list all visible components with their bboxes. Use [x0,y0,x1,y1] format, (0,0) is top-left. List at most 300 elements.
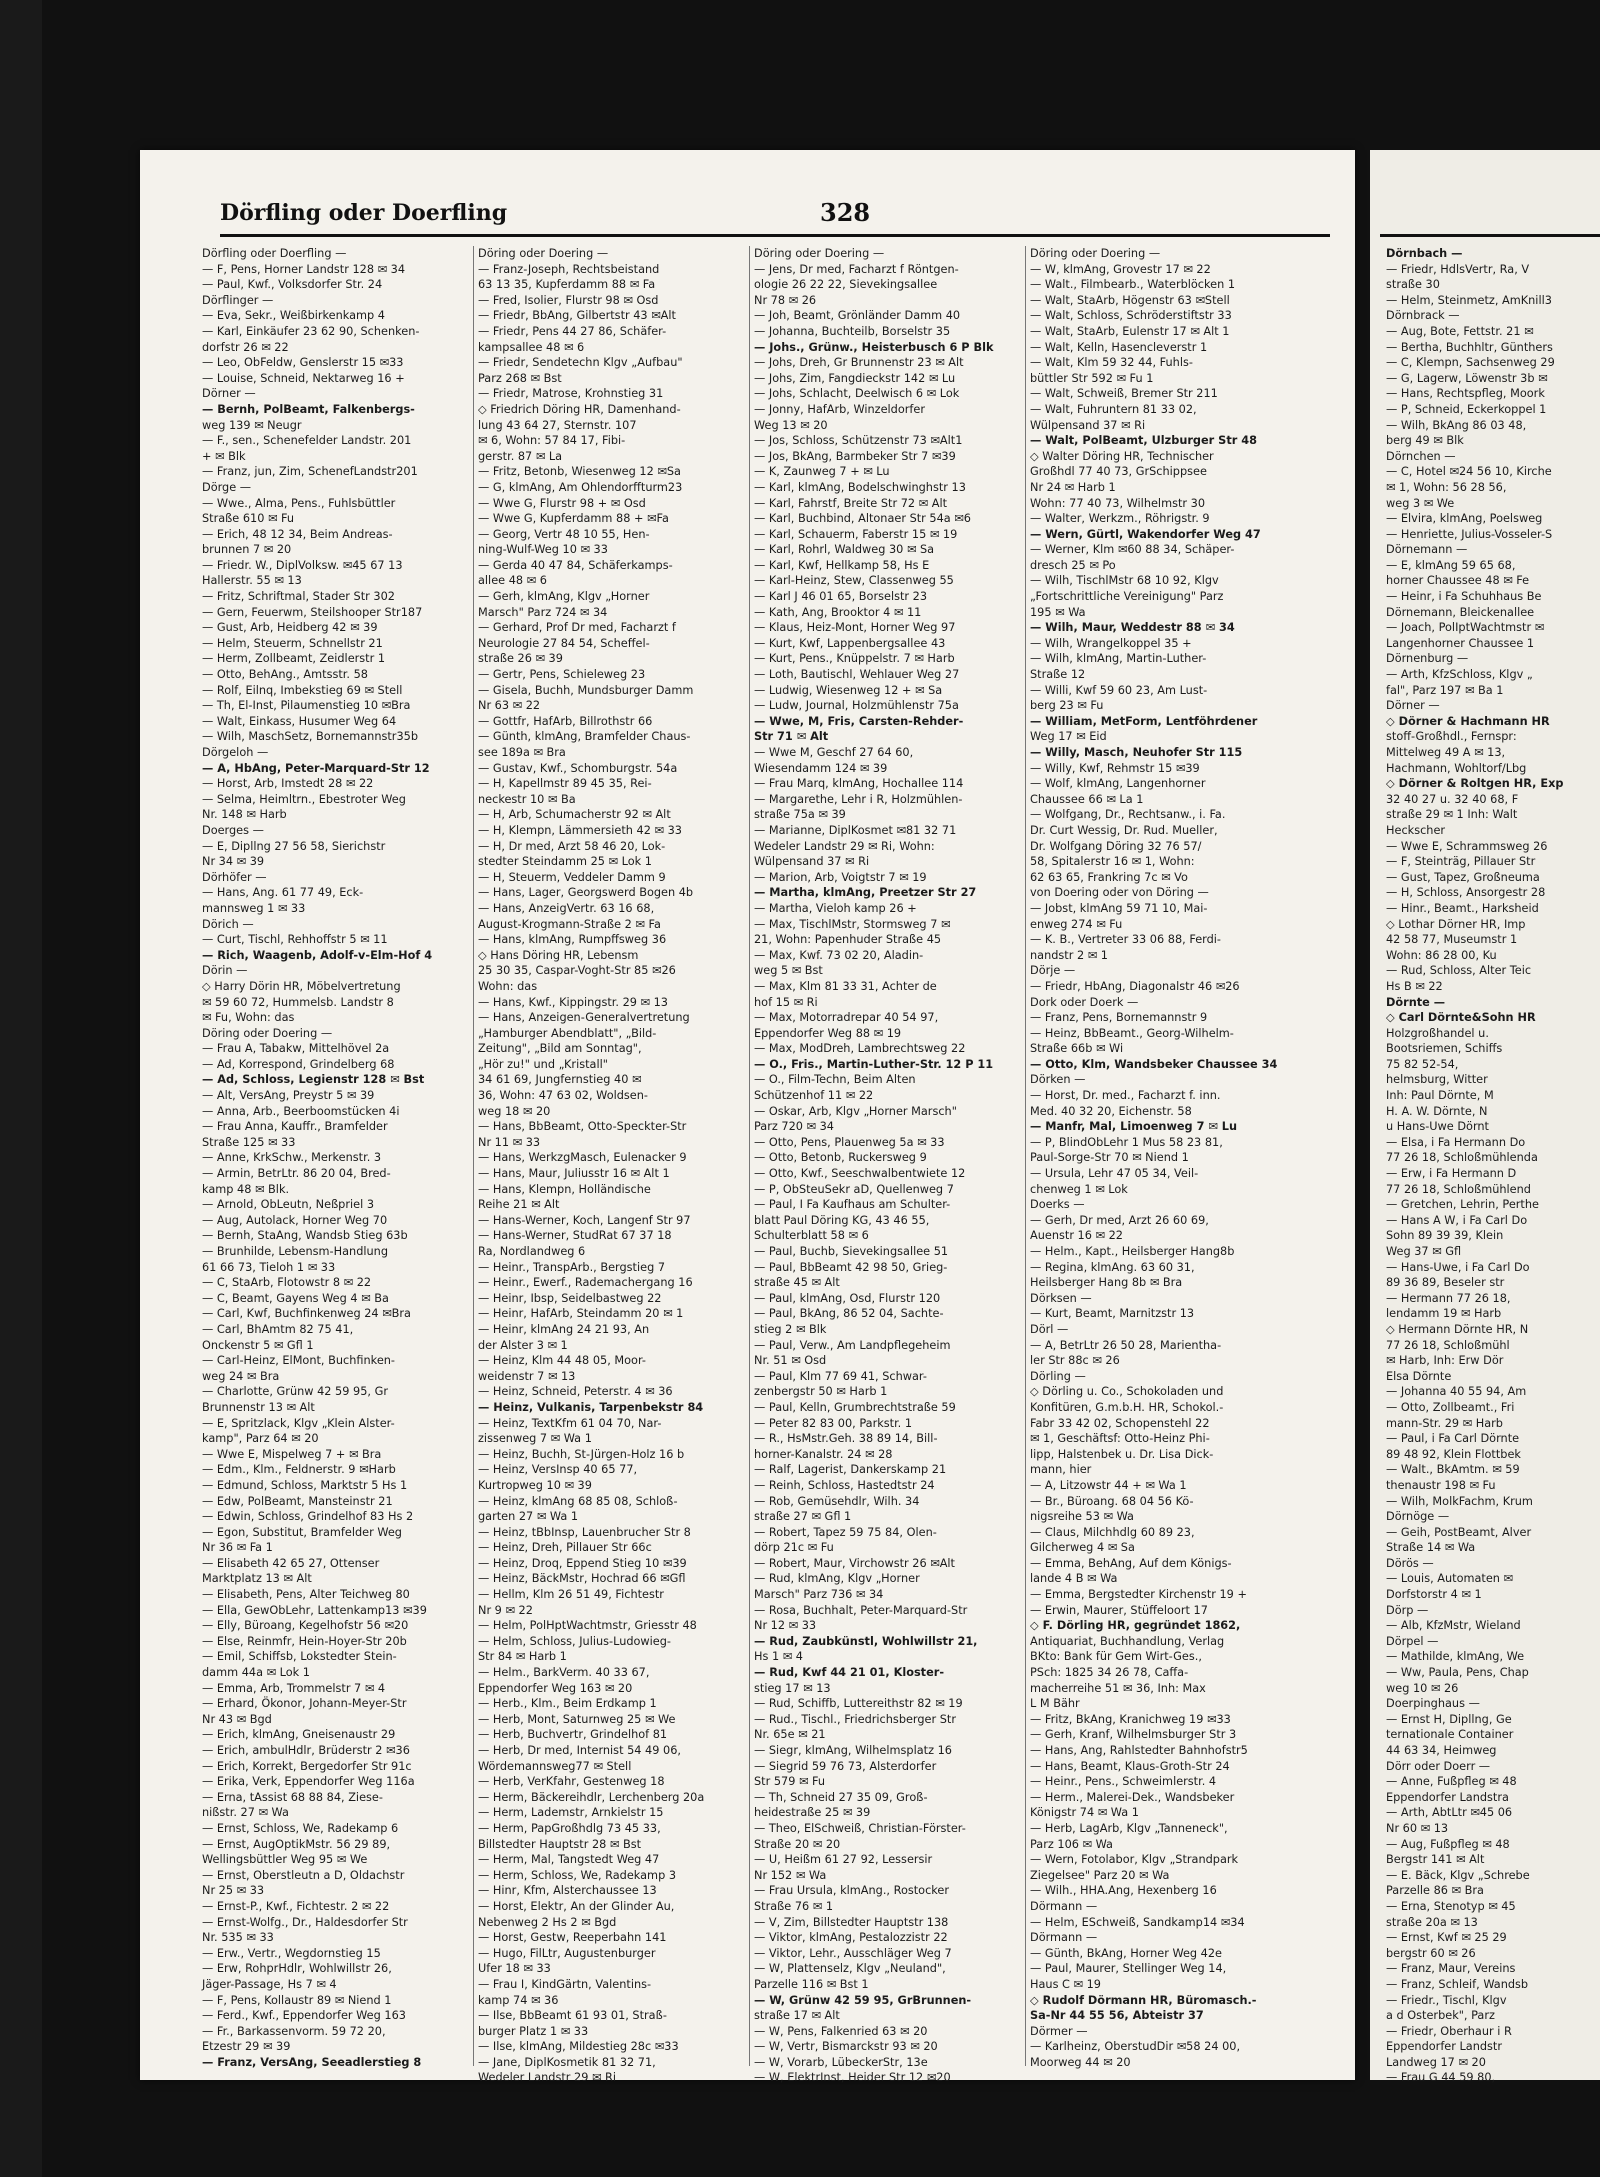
directory-entry-line: — Kurt, Beamt, Marnitzstr 13 [1030,1307,1195,1321]
directory-entry-line: — Walt., BkAmtm. ✉ 59 [1386,1463,1520,1477]
directory-entry-line: — Georg, Vertr 48 10 55, Hen- [478,527,650,541]
directory-entry-line: Hs B ✉ 22 [1386,979,1443,993]
directory-entry-line: — Manfr, Mal, Limoenweg 7 ✉ Lu [1030,1120,1238,1134]
directory-entry-line: — Herm, Mal, Tangstedt Weg 47 [478,1853,660,1867]
directory-entry-line: — Gerda 40 47 84, Schäferkamps- [478,558,673,572]
directory-entry-line: — P, Schneid, Eckerkoppel 1 [1386,402,1547,416]
directory-entry-line: — Jane, DiplKosmetik 81 32 71, [478,2055,656,2069]
directory-entry-line: — Karl, Buchbind, Altonaer Str 54a ✉6 [754,512,971,526]
directory-entry-line: — Rich, Waagenb, Adolf-v-Elm-Hof 4 [202,948,433,962]
directory-entry-line: Nr 36 ✉ Fa 1 [202,1541,273,1555]
directory-entry-line: — Klaus, Heiz-Mont, Horner Weg 97 [754,621,956,635]
directory-entry-line: — Bernh, PolBeamt, Falkenbergs- [202,402,415,416]
directory-entry-line: Nr 34 ✉ 39 [202,855,265,869]
directory-entry-line: — K, Zaunweg 7 + ✉ Lu [754,465,890,479]
directory-entry-line: — Fritz, BkAng, Kranichweg 19 ✉33 [1030,1712,1231,1726]
directory-entry-line: — Wilh, Maur, Weddestr 88 ✉ 34 [1030,621,1235,635]
directory-entry-line: — Anne, Fußpfleg ✉ 48 [1386,1775,1517,1789]
directory-entry-line: Dörich — [202,917,254,931]
directory-entry-line: Dörge — [202,480,252,494]
directory-entry-line: — Ernst, Kwf ✉ 25 29 [1386,1931,1507,1945]
directory-entry-line: Hallerstr. 55 ✉ 13 [202,574,302,588]
directory-entry-line: thenaustr 198 ✉ Fu [1386,1478,1496,1492]
directory-entry-line: Eppendorfer Landstra [1386,1790,1509,1804]
directory-entry-line: — Reinh, Schloss, Hastedtstr 24 [754,1478,935,1492]
directory-entry-line: Dörnchen — [1386,449,1456,463]
directory-entry-line: — E, klmAng 59 65 68, [1386,558,1516,572]
directory-entry-line: weg 24 ✉ Bra [202,1369,280,1383]
directory-entry-line: — Helm., Kapt., Heilsberger Hang8b [1030,1245,1235,1258]
directory-entry-line: — Marion, Arb, Voigtstr 7 ✉ 19 [754,870,927,884]
directory-entry-line: Bootsriemen, Schiffs [1386,1042,1503,1056]
directory-entry-line: Doerges — [202,823,264,837]
directory-entry-line: — Kurt, Pens., Knüppelstr. 7 ✉ Harb [754,652,955,666]
directory-entry-line: — Karl, klmAng, Bodelschwinghstr 13 [754,480,966,494]
directory-entry-line: Billstedter Hauptstr 28 ✉ Bst [478,1837,642,1851]
directory-entry-line: — Wwe E, Mispelweg 7 + ✉ Bra [202,1447,382,1461]
directory-page [140,150,1355,2085]
directory-entry-line: — Erich, klmAng, Gneisenaustr 29 [202,1728,396,1742]
directory-entry-line: — Armin, BetrLtr. 86 20 04, Bred- [202,1167,391,1181]
directory-entry-line: Dörling — [1030,1369,1086,1383]
directory-entry-line: — Otto, Pens, Plauenweg 5a ✉ 33 [754,1135,945,1149]
directory-entry-line: — Jens, Dr med, Facharzt f Röntgen- [754,262,959,276]
directory-entry-line: lande 4 B ✉ Wa [1030,1572,1118,1586]
directory-entry-line: — Carl-Heinz, ElMont, Buchfinken- [202,1354,396,1368]
directory-entry-line: 195 ✉ Wa [1030,605,1086,619]
directory-entry-line: — Erich, 48 12 34, Beim Andreas- [202,527,393,541]
directory-entry-line: — Paul, Buchb, Sievekingsallee 51 [754,1245,949,1258]
directory-entry-line: Moorweg 44 ✉ 20 [1030,2055,1131,2069]
directory-entry-line: Nr 60 ✉ 13 [1386,1821,1449,1835]
directory-entry-line: — Rud, Zaubkünstl, Wohlwillstr 21, [754,1634,978,1648]
directory-entry-line: PSch: 1825 34 26 78, Caffa- [1030,1666,1189,1680]
running-header: Dörfling oder Doerfling [220,200,508,226]
directory-entry-line: — Otto, Kwf., Seeschwalbentwiete 12 [754,1167,966,1181]
directory-entry-line: — Wwe., Alma, Pens., Fuhlsbüttler [202,496,396,510]
directory-entry-line: ◇ Hermann Dörnte HR, N [1386,1322,1529,1336]
directory-entry-line: Dörflinger — [202,293,274,307]
directory-entry-line: — Paul, klmAng, Osd, Flurstr 120 [754,1291,941,1305]
directory-entry-line: — Karl, Einkäufer 23 62 90, Schenken- [202,324,420,338]
directory-entry-line: — Arnold, ObLeutn, Neßpriel 3 [202,1198,375,1212]
directory-entry-line: berg 49 ✉ Blk [1386,434,1464,448]
directory-entry-line: Dörnbach — [1386,247,1463,260]
directory-entry-line: — Paul, i Fa Carl Dörnte [1386,1432,1520,1446]
directory-entry-line: stieg 2 ✉ Blk [754,1322,827,1336]
directory-entry-line: — Elsa, i Fa Hermann Do [1386,1135,1526,1149]
directory-entry-line: — Elly, Büroang, Kegelhofstr 56 ✉20 [202,1619,409,1633]
directory-entry-line: mannsweg 1 ✉ 33 [202,901,306,915]
directory-entry-line: — Erika, Verk, Eppendorfer Weg 116a [202,1775,415,1789]
directory-entry-line: — Hans, Kwf., Kippingstr. 29 ✉ 13 [478,995,668,1009]
directory-entry-line: Langenhorner Chaussee 1 [1386,636,1535,650]
next-page-header-rule [1380,198,1600,237]
directory-entry-line: — F, Pens, Horner Landstr 128 ✉ 34 [202,262,406,276]
directory-entry-line: — E. Bäck, Klgv „Schrebe [1386,1868,1530,1882]
directory-entry-line: — Fritz, Betonb, Wiesenweg 12 ✉Sa [478,465,681,479]
directory-entry-line: — Siegr, klmAng, Wilhelmsplatz 16 [754,1744,952,1757]
directory-entry-line: Straße 76 ✉ 1 [754,1899,834,1913]
directory-entry-line: berg 23 ✉ Fu [1030,699,1104,713]
directory-entry-line: nißstr. 27 ✉ Wa [202,1806,289,1820]
directory-entry-line: Marsch" Parz 736 ✉ 34 [754,1588,884,1602]
directory-entry-line: Nr. 148 ✉ Harb [202,808,287,822]
directory-entry-line: Doerks — [1030,1198,1085,1212]
directory-entry-line: Heckscher [1386,823,1446,837]
directory-entry-line: Eppendorfer Weg 88 ✉ 19 [754,1026,902,1040]
directory-entry-line: — Paul, Kelln, Grumbrechtstraße 59 [754,1400,956,1414]
directory-entry-line: — Ad, Schloss, Legienstr 128 ✉ Bst [202,1073,425,1087]
directory-entry-line: — Friedr, HbAng, Diagonalstr 46 ✉26 [1030,979,1240,993]
directory-entry-line: — Selma, Heimltrn., Ebestroter Weg [202,792,406,806]
directory-entry-line: — E, Dipllng 27 56 58, Sierichstr [202,839,386,853]
directory-entry-line: — Anne, KrkSchw., Merkenstr. 3 [202,1151,382,1165]
directory-entry-line: Dörin — [202,964,248,978]
directory-entry-line: — Arth, AbtLtr ✉45 06 [1386,1806,1513,1820]
directory-entry-line: — Rud, Schloss, Alter Teic [1386,964,1532,978]
directory-entry-line: — W, Grünw 42 59 95, GrBrunnen- [754,1993,972,2007]
directory-entry-line: — Heinz, klmAng 68 85 08, Schloß- [478,1494,678,1508]
directory-entry-line: dorfstr 26 ✉ 22 [202,340,289,354]
directory-entry-line: — Heinz, Buchh, St-Jürgen-Holz 16 b [478,1447,685,1461]
directory-entry-line: — Emil, Schiffsb, Lokstedter Stein- [202,1650,397,1664]
directory-entry-line: — A, Litzowstr 44 + ✉ Wa 1 [1030,1478,1187,1492]
directory-entry-line: straße 26 ✉ 39 [478,652,563,666]
directory-entry-line: — W, Plattenselz, Klgv „Neuland", [754,1962,946,1976]
directory-entry-line: — Frau Anna, Kauffr., Bramfelder [202,1120,388,1134]
directory-entry-line: — Ernst H, Dipllng, Ge [1386,1712,1512,1726]
directory-entry-line: Döring oder Doering — [754,247,885,260]
directory-entry-line: — F, Pens, Kollaustr 89 ✉ Niend 1 [202,1993,392,2007]
directory-entry-line: Dörner — [202,387,256,401]
directory-entry-line: — Franz, VersAng, Seeadlerstieg 8 [202,2055,422,2069]
directory-entry-line: — Otto, Zollbeamt., Fri [1386,1400,1515,1414]
directory-entry-line: stoff-Großhdl., Fernspr: [1386,730,1517,744]
directory-entry-line: — Walt, Schloss, Schröderstiftstr 33 [1030,309,1232,323]
directory-entry-line: — Paul, BbBeamt 42 98 50, Grieg- [754,1260,948,1274]
directory-entry-line: kamp 48 ✉ Blk. [202,1182,290,1196]
directory-entry-line: — Joh, Beamt, Grönländer Damm 40 [754,309,961,323]
directory-entry-line: Döring oder Doering — [202,1026,333,1040]
directory-entry-line: Königstr 74 ✉ Wa 1 [1030,1806,1139,1820]
directory-entry-line: BKto: Bank für Gem Wirt-Ges., [1030,1650,1202,1664]
directory-entry-line: dresch 25 ✉ Po [1030,558,1116,572]
directory-entry-line: Dr. Wolfgang Döring 32 76 57/ [1030,839,1202,853]
directory-entry-line: — Herb., Klm., Beim Erdkamp 1 [478,1697,657,1711]
directory-entry-line: — Johanna 40 55 94, Am [1386,1385,1527,1399]
directory-entry-line: — Herm, Lademstr, Arnkielstr 15 [478,1806,664,1820]
directory-entry-line: 36, Wohn: 47 63 02, Woldsen- [478,1089,648,1103]
directory-entry-line: — Wern, Gürtl, Wakendorfer Weg 47 [1030,527,1261,541]
directory-entry-line: — Herm, Zollbeamt, Zeidlerstr 1 [202,652,386,666]
directory-entry-line: 77 26 18, Schloßmühlend [1386,1182,1531,1196]
column-1 [202,246,470,2069]
directory-entry-line: — Wolfgang, Dr., Rechtsanw., i. Fa. [1030,808,1226,822]
directory-entry-line: — Heinz, Schneid, Peterstr. 4 ✉ 36 [478,1385,673,1399]
directory-entry-line: Dörner — [1386,699,1440,713]
directory-entry-line: — Ludw, Journal, Holzmühlenstr 75a [754,699,959,713]
directory-entry-line: — Erwin, Maurer, Stüffeloort 17 [1030,1603,1208,1617]
directory-entry-line: — Gerh, klmAng, Klgv „Horner [478,590,650,604]
directory-entry-line: Str 579 ✉ Fu [754,1775,826,1789]
directory-entry-line: — W, klmAng, Grovestr 17 ✉ 22 [1030,262,1211,276]
directory-entry-line: — Heinz, tBbInsp, Lauenbrucher Str 8 [478,1525,691,1539]
directory-entry-line: — Hinr, Kfm, Alsterchaussee 13 [478,1884,657,1898]
directory-entry-line: weidenstr 7 ✉ 13 [478,1369,576,1383]
directory-entry-line: — Herb, LagArb, Klgv „Tanneneck", [1030,1821,1228,1835]
directory-entry-line: der Alster 3 ✉ 1 [478,1338,568,1352]
directory-entry-line: Nr 12 ✉ 33 [754,1619,817,1633]
directory-entry-line: „Hamburger Abendblatt", „Bild- [478,1026,657,1040]
directory-entry-line: ologie 26 22 22, Sievekingsallee [754,278,938,292]
directory-entry-line: — Johs, Zim, Fangdieckstr 142 ✉ Lu [754,371,956,385]
directory-entry-line: — Helm, Steuerm, Schnellstr 21 [202,636,383,650]
directory-entry-line: — Willy, Masch, Neuhofer Str 115 [1030,746,1243,759]
directory-entry-line: 44 63 34, Heimweg [1386,1744,1497,1757]
directory-entry-line: — Wilh, klmAng, Martin-Luther- [1030,652,1207,666]
directory-entry-line: Wördemannsweg77 ✉ Stell [478,1759,632,1773]
directory-entry-line: — Walter, Werkzm., Röhrigstr. 9 [1030,512,1210,526]
directory-entry-line: — Otto, BehAng., Amtsstr. 58 [202,668,368,682]
directory-entry-line: — Frau I, KindGärtn, Valentins- [478,1977,652,1991]
directory-entry-line: — C, Klempn, Sachsenweg 29 [1386,356,1555,370]
directory-entry-line: Nr 152 ✉ Wa [754,1868,827,1882]
directory-entry-line: — Max, TischlMstr, Stormsweg 7 ✉ [754,917,951,931]
directory-entry-line: — Wwe G, Flurstr 98 + ✉ Osd [478,496,646,510]
directory-entry-line: — Louise, Schneid, Nektarweg 16 + [202,371,405,385]
directory-entry-line: — Helm, PolHptWachtmstr, Griesstr 48 [478,1619,697,1633]
directory-entry-line: — C, Beamt, Gayens Weg 4 ✉ Ba [202,1291,389,1305]
directory-entry-line: — Otto, Betonb, Ruckersweg 9 [754,1151,927,1165]
directory-entry-line: — Willi, Kwf 59 60 23, Am Lust- [1030,683,1208,697]
directory-entry-line: — Heinz, Klm 44 48 05, Moor- [478,1354,646,1368]
directory-entry-line: — Wilh, MaschSetz, Bornemannstr35b [202,730,418,744]
directory-entry-line: — Hans A W, i Fa Carl Do [1386,1213,1528,1227]
directory-entry-line: — Carl, Kwf, Buchfinkenweg 24 ✉Bra [202,1307,411,1321]
directory-entry-line: — O., Film-Techn, Beim Alten [754,1073,916,1087]
directory-entry-line: kamp", Parz 64 ✉ 20 [202,1432,319,1446]
directory-entry-line: — Rob, Gemüsehdlr, Wilh. 34 [754,1494,920,1508]
directory-entry-line: — Regina, klmAng. 63 60 31, [1030,1260,1195,1274]
directory-entry-line: — Ernst-P., Kwf., Fichtestr. 2 ✉ 22 [202,1899,390,1913]
directory-entry-line: Med. 40 32 20, Eichenstr. 58 [1030,1104,1192,1118]
directory-entry-line: 77 26 18, Schloßmühl [1386,1338,1510,1352]
directory-entry-line: — Friedr, HdlsVertr, Ra, V [1386,262,1530,276]
directory-entry-line: — Heinr, klmAng 24 21 93, An [478,1322,650,1336]
directory-entry-line: — Martha, Vieloh kamp 26 + [754,901,917,915]
directory-entry-line: macherreihe 51 ✉ 36, Inh: Max [1030,1681,1206,1695]
directory-entry-line: Dörp — [1386,1603,1429,1617]
directory-entry-line: — Gretchen, Lehrin, Perthe [1386,1198,1539,1212]
directory-entry-line: straße 17 ✉ Alt [754,2009,840,2023]
directory-entry-line: — Walt, Kelln, Hasencleverstr 1 [1030,340,1208,354]
directory-entry-line: — Edw, PolBeamt, Mansteinstr 21 [202,1494,393,1508]
directory-entry-line: — Willy, Kwf, Rehmstr 15 ✉39 [1030,761,1200,775]
directory-entry-line: — P, BlindObLehr 1 Mus 58 23 81, [1030,1135,1223,1149]
directory-entry-line: straße 45 ✉ Alt [754,1276,840,1290]
directory-entry-line: — Jobst, klmAng 59 71 10, Mai- [1030,901,1208,915]
directory-entry-line: 89 48 92, Klein Flottbek [1386,1447,1521,1461]
directory-entry-line: — Hans, AnzeigVertr. 63 16 68, [478,901,655,915]
directory-entry-line: — Geih, PostBeamt, Alver [1386,1525,1532,1539]
directory-entry-line: — Viktor, Lehr., Ausschläger Weg 7 [754,1946,952,1960]
directory-entry-line: see 189a ✉ Bra [478,746,566,759]
directory-entry-line: — Wilh, MolkFachm, Krum [1386,1494,1533,1508]
directory-entry-line: Nr. 535 ✉ 33 [202,1931,274,1945]
directory-entry-line: — Herb, VerKfahr, Gestenweg 18 [478,1775,665,1789]
directory-entry-line: Parzelle 86 ✉ Bra [1386,1884,1484,1898]
directory-entry-line: Nr 11 ✉ 33 [478,1135,541,1149]
directory-entry-line: — Karl J 46 01 65, Borselstr 23 [754,590,928,604]
directory-entry-line: lipp, Halstenbek u. Dr. Lisa Dick- [1030,1447,1214,1461]
directory-entry-line: — U, Heißm 61 27 92, Lessersir [754,1853,933,1867]
directory-entry-line: — Karlheinz, OberstudDir ✉58 24 00, [1030,2040,1241,2054]
directory-entry-line: — H, Schloss, Ansorgestr 28 [1386,886,1546,900]
directory-entry-line: — Th, El-Inst, Pilaumenstieg 10 ✉Bra [202,699,411,713]
directory-entry-line: brunnen 7 ✉ 20 [202,543,292,557]
page-header [220,198,1330,237]
directory-entry-line: — Karl, Schauerm, Faberstr 15 ✉ 19 [754,527,958,541]
directory-entry-line: ✉ 59 60 72, Hummelsb. Landstr 8 [202,995,394,1009]
directory-entry-line: Dörös — [1386,1556,1434,1570]
directory-entry-line: — Paul, Kwf., Volksdorfer Str. 24 [202,278,383,292]
directory-entry-line: — V, Zim, Billstedter Hauptstr 138 [754,1915,949,1929]
directory-entry-line: — Erna, tAssist 68 88 84, Ziese- [202,1790,383,1804]
directory-entry-line: — Paul, BkAng, 86 52 04, Sachte- [754,1307,944,1321]
directory-entry-line: ◇ Dörling u. Co., Schokoladen und [1030,1385,1224,1399]
directory-entry-line: ning-Wulf-Weg 10 ✉ 33 [478,543,608,557]
column-divider [1025,246,1026,2066]
directory-entry-line: — Johs, Dreh, Gr Brunnenstr 23 ✉ Alt [754,356,964,370]
directory-entry-line: — Walt., Filmbearb., Waterblöcken 1 [1030,278,1236,292]
directory-entry-line: chenweg 1 ✉ Lok [1030,1182,1128,1196]
directory-entry-line: — Erw, RohprHdlr, Wohlwillstr 26, [202,1962,392,1976]
directory-entry-line: — Viktor, klmAng, Pestalozzistr 22 [754,1931,948,1945]
directory-entry-line: Heilsberger Hang 8b ✉ Bra [1030,1276,1183,1290]
directory-entry-line: — Ad, Korrespond, Grindelberg 68 [202,1057,395,1071]
directory-entry-line: zenbergstr 50 ✉ Harb 1 [754,1385,888,1399]
directory-entry-line: — Friedr, Pens 44 27 86, Schäfer- [478,324,667,338]
directory-entry-line: — Bernh, StaAng, Wandsb Stieg 63b [202,1229,408,1243]
directory-entry-line: — Frau Ursula, klmAng., Rostocker [754,1884,950,1898]
directory-entry-line: Brunnenstr 13 ✉ Alt [202,1400,315,1414]
directory-entry-line: Nr 43 ✉ Bgd [202,1712,272,1726]
directory-entry-line: — Heinz, Droq, Eppend Stieg 10 ✉39 [478,1556,687,1570]
directory-entry-line: — Wwe G, Kupferdamm 88 + ✉Fa [478,512,669,526]
directory-entry-line: Inh: Paul Dörnte, M [1386,1089,1494,1103]
directory-entry-line: — Heinr., Pens., Schweimlerstr. 4 [1030,1775,1217,1789]
directory-entry-line: — Joach, PolIptWachtmstr ✉ [1386,621,1545,635]
directory-entry-line: heidestraße 25 ✉ 39 [754,1806,871,1820]
directory-entry-line: a d Osterbek", Parz [1386,2009,1495,2023]
directory-entry-line: — Erw, i Fa Hermann D [1386,1167,1517,1181]
directory-entry-line: — Oskar, Arb, Klgv „Horner Marsch" [754,1104,957,1118]
directory-entry-line: ◇ Lothar Dörner HR, Imp [1386,917,1526,931]
directory-entry-line: — Walt, StaArb, Högenstr 63 ✉Stell [1030,293,1230,307]
directory-entry-line: — Herb, Mont, Saturnweg 25 ✉ We [478,1712,676,1726]
directory-entry-line: — Wolf, klmAng, Langenhorner [1030,777,1206,791]
directory-entry-line: — Hans, Anzeigen-Generalvertretung [478,1011,690,1025]
directory-entry-line: — Ernst-Wolfg., Dr., Haldesdorfer Str [202,1915,408,1929]
directory-entry-line: Sohn 89 39 39, Klein [1386,1229,1504,1243]
directory-entry-line: ◇ Harry Dörin HR, Möbelvertretung [202,979,401,993]
directory-entry-line: — Mathilde, klmAng, We [1386,1650,1525,1664]
directory-entry-line: — H, Klempn, Lämmersieth 42 ✉ 33 [478,823,682,837]
directory-entry-line: — Elisabeth, Pens, Alter Teichweg 80 [202,1588,410,1602]
directory-entry-line: lendamm 19 ✉ Harb [1386,1307,1502,1321]
directory-entry-line: — Günth, BkAng, Horner Weg 42e [1030,1946,1223,1960]
scan-border [0,0,42,2177]
directory-entry-line: ternationale Container [1386,1728,1514,1742]
directory-entry-line: — Horst, Gestw, Reeperbahn 141 [478,1931,667,1945]
directory-entry-line: ◇ Carl Dörnte&Sohn HR [1386,1011,1536,1025]
directory-entry-line: — Franz-Joseph, Rechtsbeistand [478,262,660,276]
directory-entry-line: 25 30 35, Caspar-Voght-Str 85 ✉26 [478,964,676,978]
directory-entry-line: — Claus, Milchhdlg 60 89 23, [1030,1525,1195,1539]
directory-entry-line: — G, klmAng, Am Ohlendorffturm23 [478,480,683,494]
directory-entry-line: — Aug, Fußpfleg ✉ 48 [1386,1837,1510,1851]
directory-entry-line: ◇ F. Dörling HR, gegründet 1862, [1030,1619,1241,1633]
directory-entry-line: Elsa Dörnte [1386,1369,1452,1383]
directory-entry-line: — Heinr., TranspArb., Bergstieg 7 [478,1260,666,1274]
directory-entry-line: blatt Paul Döring KG, 43 46 55, [754,1213,930,1227]
directory-entry-line: Antiquariat, Buchhandlung, Verlag [1030,1634,1225,1648]
directory-entry-line: Dörnemann, Bleickenallee [1386,605,1535,619]
directory-entry-line: — Herm, Schloss, We, Radekamp 3 [478,1868,677,1882]
directory-entry-line: — Paul, Maurer, Stellinger Weg 14, [1030,1962,1227,1976]
directory-entry-line: Straße 66b ✉ Wi [1030,1042,1124,1056]
directory-entry-line: — Br., Büroang. 68 04 56 Kö- [1030,1494,1194,1508]
directory-entry-line: — Gottfr, HafArb, Billrothstr 66 [478,714,653,728]
directory-entry-line: — Paul, Verw., Am Landpflegeheim [754,1338,951,1352]
directory-entry-line: — Ernst, Oberstleutn a D, Oldachstr [202,1868,405,1882]
directory-entry-line: — Theo, ElSchweiß, Christian-Förster- [754,1821,966,1835]
directory-entry-line: — Jos, BkAng, Barmbeker Str 7 ✉39 [754,449,956,463]
directory-entry-line: — Hans-Werner, Koch, Langenf Str 97 [478,1213,691,1227]
directory-entry-line: ◇ Dörner & Roltgen HR, Exp [1386,777,1564,791]
directory-entry-line: mann, hier [1030,1463,1092,1477]
directory-entry-line: Nr 25 ✉ 33 [202,1884,265,1898]
directory-entry-line: Dörfling oder Doerfling — [202,247,347,260]
directory-entry-line: — Heinr, Ibsp, Seidelbastweg 22 [478,1291,662,1305]
directory-entry-line: Dörr oder Doerr — [1386,1759,1491,1773]
directory-entry-line: 61 66 73, Tieloh 1 ✉ 33 [202,1260,336,1274]
directory-entry-line: — Louis, Automaten ✉ [1386,1572,1514,1586]
directory-entry-line: — Ursula, Lehr 47 05 34, Veil- [1030,1167,1199,1181]
directory-entry-line: — Wilh, BkAng 86 03 48, [1386,418,1527,432]
directory-entry-line: — W, ElektrInst, Heider Str 12 ✉20 [754,2071,951,2085]
directory-entry-line: Holzgroßhandel u. [1386,1026,1489,1040]
column-2 [478,246,746,2085]
directory-entry-line: Parzelle 116 ✉ Bst 1 [754,1977,869,1991]
directory-entry-line: — Friedr, Sendetechn Klgv „Aufbau" [478,356,683,370]
directory-entry-line: horner-Kanalstr. 24 ✉ 28 [754,1447,893,1461]
directory-entry-line: ◇ Rudolf Dörmann HR, Büromasch.- [1030,1993,1257,2007]
next-page-fragment [1370,150,1600,2085]
directory-entry-line: — E, Spritzlack, Klgv „Klein Alster- [202,1416,395,1430]
directory-entry-line: u Hans-Uwe Dörnt [1386,1120,1489,1134]
directory-entry-line: — Herm., Malerei-Dek., Wandsbeker [1030,1790,1235,1804]
directory-entry-line: — Siegrid 59 76 73, Alsterdorfer [754,1759,937,1773]
directory-entry-line: — Karl-Heinz, Stew, Classenweg 55 [754,574,954,588]
directory-entry-line: weg 5 ✉ Bst [754,964,823,978]
directory-entry-line: Dörl — [1030,1322,1069,1336]
directory-entry-line: — Aug, Bote, Fettstr. 21 ✉ [1386,324,1534,338]
directory-entry-line: — Walt, Schweiß, Bremer Str 211 [1030,387,1218,401]
directory-entry-line: — Fr., Barkassenvorm. 59 72 20, [202,2024,386,2038]
directory-entry-line: Nr 24 ✉ Harb 1 [1030,480,1116,494]
